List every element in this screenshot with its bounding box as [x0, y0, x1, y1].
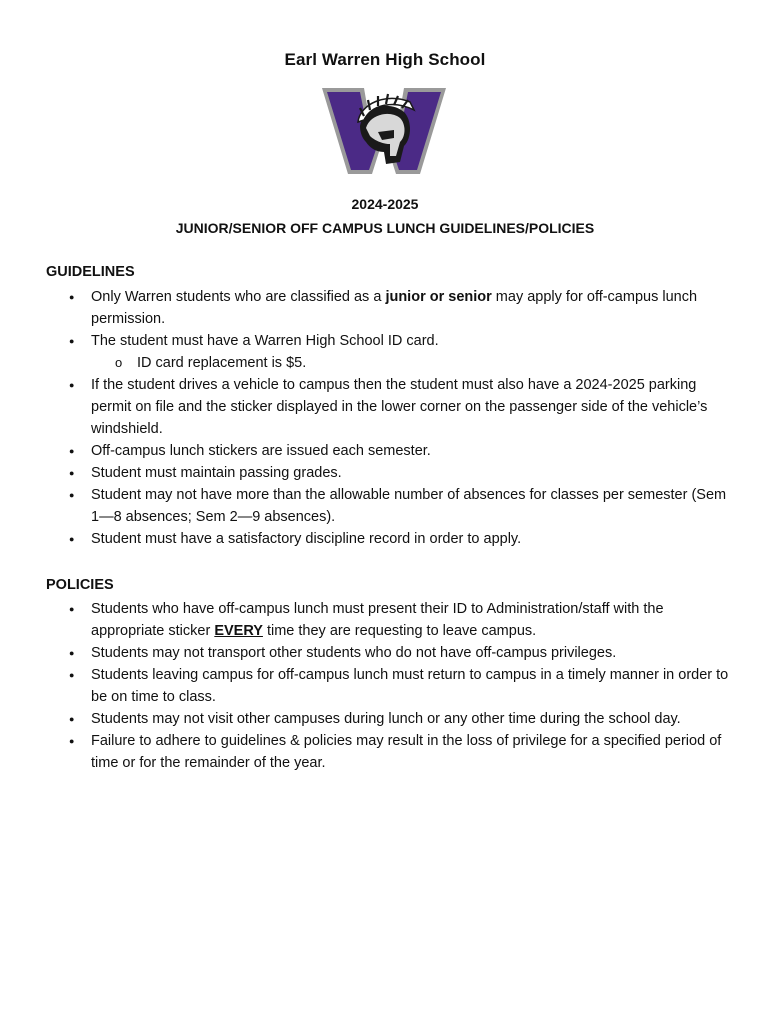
list-item: ● Students who have off-campus lunch must present their ID to Administration/staff with the appropriate sticker EVERY time they are requesting to leave campus. — [0, 598, 731, 642]
list-item: ● If the student drives a vehicle to campus then the student must also have a 2024-2025 parking permit on file and the sticker displayed in the lower corner on the passenger side of the vehicle’s windshield. — [0, 374, 731, 440]
list-item: ● Student must maintain passing grades. — [0, 462, 731, 484]
document-title: JUNIOR/SENIOR OFF CAMPUS LUNCH GUIDELINES/POLICIES — [175, 220, 595, 236]
school-year: 2024-2025 — [351, 196, 419, 212]
bullet-icon: ● — [69, 670, 75, 680]
emphasis-text: EVERY — [214, 623, 263, 639]
guidelines-list — [0, 286, 731, 550]
list-item: ● Off-campus lunch stickers are issued each semester. — [0, 440, 731, 462]
list-item: ● Student must have a satisfactory discipline record in order to apply. — [0, 528, 731, 550]
bullet-icon: ● — [69, 336, 75, 346]
sub-list — [91, 352, 731, 374]
emphasis-text: junior or senior — [385, 289, 492, 305]
bullet-icon: ● — [69, 534, 75, 544]
bullet-icon: ● — [69, 468, 75, 478]
list-item: ● The student must have a Warren High School ID card. o ID card replacement is $5. — [0, 330, 731, 374]
list-item: ● Students may not visit other campuses during lunch or any other time during the school day. — [0, 708, 731, 730]
bullet-icon: ● — [69, 292, 75, 302]
policies-heading: POLICIES — [46, 577, 114, 593]
list-item: ● Students may not transport other students who do not have off-campus privileges. — [0, 642, 731, 664]
bullet-icon: ● — [69, 648, 75, 658]
bullet-icon: ● — [69, 380, 75, 390]
school-name: Earl Warren High School — [284, 50, 486, 69]
list-item: ● Failure to adhere to guidelines & policies may result in the loss of privilege for a specified period of time or for the remainder of the year. — [0, 730, 731, 774]
hollow-bullet-icon: o — [115, 355, 123, 370]
bullet-icon: ● — [69, 446, 75, 456]
bullet-icon: ● — [69, 490, 75, 500]
bullet-icon: ● — [69, 736, 75, 746]
bullet-icon: ● — [69, 604, 75, 614]
list-item: ● Students leaving campus for off-campus lunch must return to campus in a timely manner in order to be on time to class. — [0, 664, 731, 708]
list-item: ● Student may not have more than the allowable number of absences for classes per semester (Sem 1—8 absences; Sem 2—9 absences). — [0, 484, 731, 528]
bullet-icon: ● — [69, 714, 75, 724]
sub-list-item: o ID card replacement is $5. — [91, 352, 731, 374]
policies-list — [0, 598, 731, 774]
warren-w-spartan-logo — [320, 86, 448, 176]
list-item: ● Only Warren students who are classified as a junior or senior may apply for off-campus lunch permission. — [0, 286, 731, 330]
guidelines-heading: GUIDELINES — [46, 264, 135, 280]
